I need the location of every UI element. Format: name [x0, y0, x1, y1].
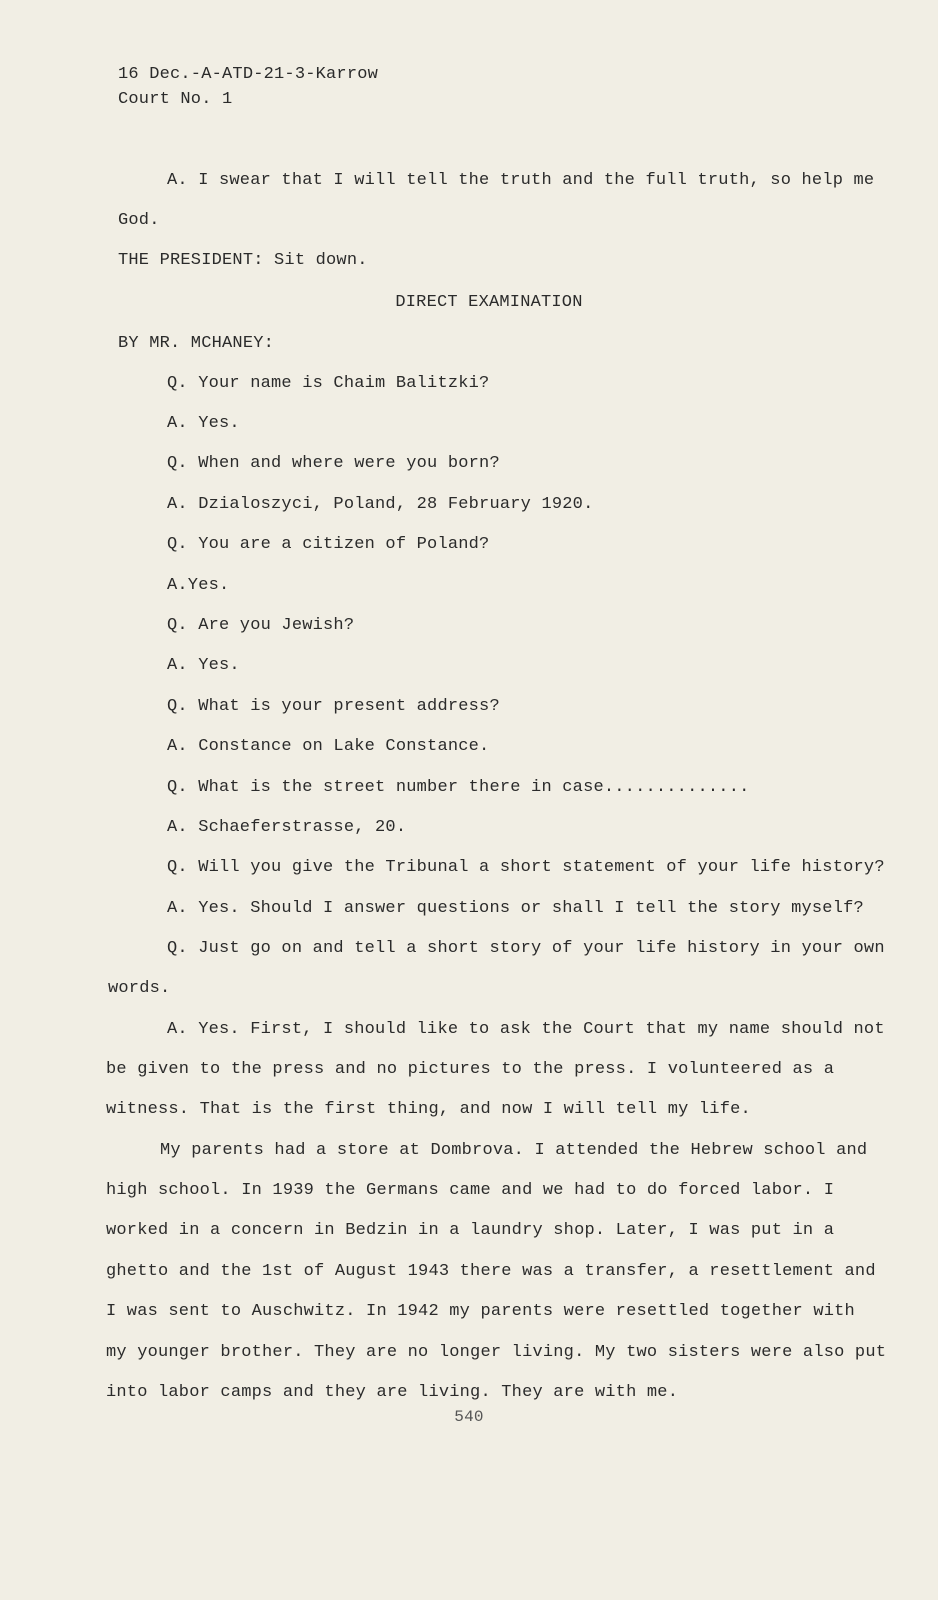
transcript-line: be given to the press and no pictures to the press. I volunteered as a	[106, 1060, 835, 1079]
transcript-line: witness. That is the first thing, and now I will tell my life.	[106, 1100, 751, 1119]
transcript-line: Q. Are you Jewish?	[167, 616, 355, 635]
transcript-line: My parents had a store at Dombrova. I attended the Hebrew school and	[160, 1141, 868, 1160]
transcript-line: my younger brother. They are no longer living. My two sisters were also put	[106, 1343, 887, 1362]
transcript-line: high school. In 1939 the Germans came and we had to do forced labor. I	[106, 1181, 835, 1200]
section-heading: DIRECT EXAMINATION	[395, 293, 583, 312]
transcript-line: A. Yes. First, I should like to ask the Court that my name should not	[167, 1020, 885, 1039]
examiner-line: BY MR. MCHANEY:	[118, 334, 275, 353]
transcript-line: Q. Your name is Chaim Balitzki?	[167, 374, 490, 393]
transcript-line: into labor camps and they are living. They are with me.	[106, 1383, 679, 1402]
transcript-line: Q. You are a citizen of Poland?	[167, 535, 490, 554]
transcript-line: THE PRESIDENT: Sit down.	[118, 251, 368, 270]
transcript-line: A.Yes.	[167, 576, 230, 595]
header-court: Court No. 1	[118, 90, 233, 109]
transcript-line: A. Dzialoszyci, Poland, 28 February 1920.	[167, 495, 594, 514]
transcript-line: A. Schaeferstrasse, 20.	[167, 818, 407, 837]
transcript-line: Q. What is the street number there in case..............	[167, 778, 750, 797]
transcript-line: Q. Just go on and tell a short story of your life history in your own	[167, 939, 885, 958]
transcript-line: A. Yes. Should I answer questions or shall I tell the story myself?	[167, 899, 864, 918]
transcript-line: A. Yes.	[167, 656, 240, 675]
header-docket: 16 Dec.-A-ATD-21-3-Karrow	[118, 65, 379, 84]
page-number: 540	[454, 1408, 484, 1426]
transcript-line: I was sent to Auschwitz. In 1942 my parents were resettled together with	[106, 1302, 855, 1321]
transcript-line: Q. What is your present address?	[167, 697, 500, 716]
transcript-line: words.	[108, 979, 171, 998]
transcript-line: Q. Will you give the Tribunal a short statement of your life history?	[167, 858, 885, 877]
transcript-line: A. Yes.	[167, 414, 240, 433]
transcript-line: ghetto and the 1st of August 1943 there was a transfer, a resettlement and	[106, 1262, 876, 1281]
transcript-line: A. I swear that I will tell the truth and the full truth, so help me	[167, 171, 875, 190]
transcript-line: A. Constance on Lake Constance.	[167, 737, 490, 756]
transcript-line: Q. When and where were you born?	[167, 454, 500, 473]
transcript-line: worked in a concern in Bedzin in a laundry shop. Later, I was put in a	[106, 1221, 835, 1240]
transcript-line: God.	[118, 211, 160, 230]
